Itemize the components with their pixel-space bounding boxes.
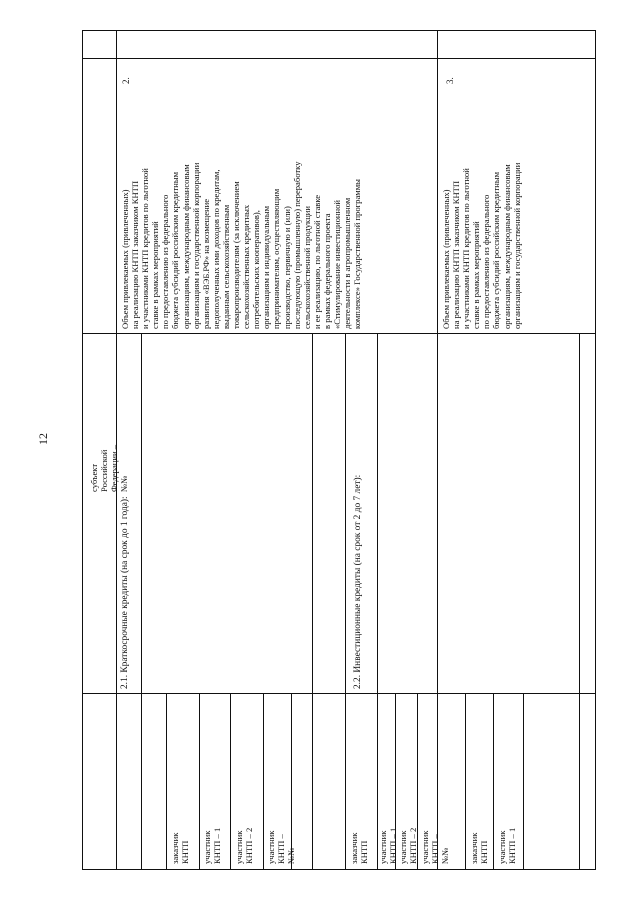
header-region-label: субъект Российской Федерации – №№ — [89, 444, 130, 492]
subrow-divider — [141, 334, 142, 869]
participant-cell: участник КНТП – 1 — [378, 827, 399, 864]
participant-cell: заказчик КНТП — [349, 832, 370, 864]
subrow-divider — [230, 694, 231, 869]
subrow-divider — [345, 334, 346, 869]
subrow-divider — [465, 694, 466, 869]
row-number: 2. — [121, 77, 131, 84]
subrow-divider — [523, 694, 524, 869]
participant-cell: участник КНТП – №№ — [266, 830, 297, 864]
subrow-divider — [493, 694, 494, 869]
page-number: 12 — [36, 433, 50, 445]
subrow-divider — [377, 334, 378, 869]
participant-cell: заказчик КНТП — [170, 832, 191, 864]
participant-cell: участник КНТП – 1 — [497, 827, 518, 864]
column-divider — [83, 58, 595, 59]
column-divider — [83, 333, 595, 334]
subrow-divider — [312, 334, 313, 869]
indicator-text: Объем привлекаемых (привлеченных) на реализацию КНТП заказчиком КНТП и участниками КНТП кредитов по льготной ставке в рамках мероприятий по предоставлению из федерального бюджета субсидий российским кредитным организациям, международным финансовым организациям и государственной корпорации — [441, 162, 522, 329]
participant-cell: участник КНТП – 2 — [234, 827, 255, 864]
subrow-divider — [199, 694, 200, 869]
row-number: 3. — [445, 77, 455, 84]
subrow-divider — [263, 694, 264, 869]
section-heading: 2.1. Краткосрочные кредиты (на срок до 1 года): — [120, 496, 130, 689]
subrow-divider — [579, 334, 580, 869]
indicator-text: Объем привлекаемых (привлеченных) на реализацию КНТП заказчиком КНТП и участниками КНТП кредитов по льготной ставке в рамках мероприятий по предоставлению из федерального бюджета субсидий российским кредитным организациям, международным финансовым организациям и государственной корпорации развития «ВЭБ.РФ» на возмещение недополученных ими доходов по кредитам, выданным сельскохозяйственным товаропроизводителям (за исключением сельскохозяйственных кредитных потребительских кооперативов), организациям и индивидуальным предпринимателям, осуществляющим производство, первичную и (или) последующую (промышленную) переработку сельскохозяйственной продукции и ее реализацию, по льготной ставке в рамках федерального проекта «Стимулирование инвестиционной деятельности в агропромышленном комплексе» Государственной программы — [120, 161, 363, 329]
subrow-divider — [166, 694, 167, 869]
indicator-table — [82, 30, 596, 870]
column-divider — [83, 693, 595, 694]
participant-cell: участник КНТП – 1 — [202, 827, 223, 864]
participant-cell: заказчик КНТП — [469, 832, 490, 864]
participant-cell: участник КНТП – 2 — [398, 827, 419, 864]
row-divider — [437, 31, 438, 869]
section-heading: 2.2. Инвестиционные кредиты (на срок от 2 до 7 лет): — [353, 474, 363, 689]
participant-cell: участник КНТП – №№ — [420, 830, 451, 864]
